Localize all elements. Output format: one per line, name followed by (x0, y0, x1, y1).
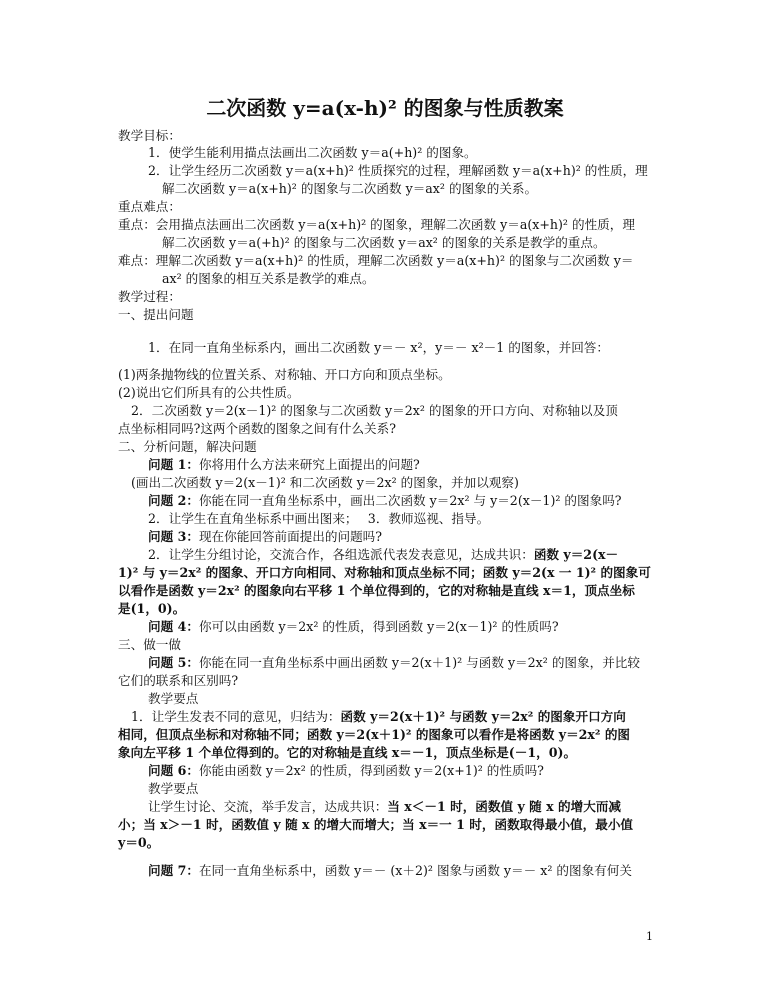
text-line (148, 493, 622, 509)
text-line (118, 289, 181, 305)
text-line (148, 547, 618, 563)
bold-text: 问题 1： (148, 457, 199, 472)
document-title: 二次函数 y=a(x-h)² 的图象与性质教案 (206, 96, 564, 120)
text-line (148, 511, 489, 527)
plain-text: 解二次函数 y＝a(+h)² 的图象与二次函数 y＝ax² 的图象的关系是教学的重点。 (162, 235, 606, 250)
text-line (148, 619, 559, 635)
plain-text: 你将用什么方法来研究上面提出的问题? (198, 457, 420, 472)
plain-text: 点坐标相同吗?这两个函数的图象之间有什么关系? (118, 421, 396, 436)
plain-text: 一、提出问题 (118, 307, 194, 322)
bold-text: 问题 2： (148, 493, 199, 508)
text-line (118, 745, 576, 761)
text-line (118, 439, 257, 455)
plain-text: 在同一直角坐标系中，函数 y＝－ (x＋2)² 图象与函数 y＝－ x² 的图象有何关 (198, 863, 632, 878)
plain-text: (画出二次函数 y＝2(x－1)² 和二次函数 y＝2x² 的图象，并加以观察) (131, 475, 519, 490)
text-line (148, 763, 544, 779)
text-line (118, 673, 238, 689)
text-line (118, 217, 635, 233)
text-line (118, 601, 185, 617)
text-line (118, 253, 633, 269)
text-line (148, 655, 640, 671)
bold-text: 以看作是函数 y＝2x² 的图象向右平移 1 个单位得到的，它的对称轴是直线 x＝1，顶点坐标 (118, 583, 635, 598)
text-line (148, 781, 198, 797)
text-line (118, 817, 633, 833)
text-line (148, 163, 648, 179)
text-line (148, 145, 477, 161)
plain-text: 重点：会用描点法画出二次函数 y＝a(x+h)² 的图象，理解二次函数 y＝a(x+h)² 的性质，理 (118, 217, 635, 232)
text-line (162, 235, 606, 251)
text-line (118, 835, 159, 851)
bold-text: 问题 5： (148, 655, 199, 670)
plain-text: 现在你能回答前面提出的问题吗? (198, 529, 383, 544)
bold-text: 函数 y＝2(x－ (533, 547, 619, 562)
text-line (118, 637, 181, 653)
plain-text: 解二次函数 y＝a(x+h)² 的图象与二次函数 y＝ax² 的图象的关系。 (162, 181, 538, 196)
plain-text: 难点：理解二次函数 y＝a(x+h)² 的性质，理解二次函数 y＝a(x+h)² 的图象与二次函数 y＝ (118, 253, 634, 268)
plain-text: 教学目标： (118, 128, 181, 143)
plain-text: 你能由函数 y＝2x² 的性质，得到函数 y＝2(x+1)² 的性质吗? (198, 763, 544, 778)
plain-text: 让学生讨论、交流，举手发言，达成共识： (148, 799, 388, 814)
bold-text: 函数 y＝2(x＋1)² 与函数 y＝2x² 的图象开口方向 (340, 709, 626, 724)
plain-text: 它们的联系和区别吗? (118, 673, 239, 688)
plain-text: 2．二次函数 y＝2(x－1)² 的图象与二次函数 y＝2x² 的图象的开口方向、对称轴以及顶 (131, 403, 618, 418)
text-line (148, 529, 382, 545)
plain-text: 重点难点： (118, 199, 181, 214)
text-line (118, 128, 181, 144)
text-line (131, 475, 519, 491)
text-line (118, 727, 630, 743)
plain-text: 1．让学生发表不同的意见，归结为： (131, 709, 341, 724)
plain-text: 教学要点 (148, 691, 199, 706)
plain-text: 你可以由函数 y＝2x² 的性质，得到函数 y＝2(x－1)² 的性质吗? (198, 619, 559, 634)
text-line (118, 565, 651, 581)
plain-text: 2．让学生在直角坐标系中画出图来； 3．教师巡视、指导。 (148, 511, 490, 526)
text-line (148, 863, 632, 879)
bold-text: 象向左平移 1 个单位得到的。它的对称轴是直线 x＝－1，顶点坐标是(－1，0)。 (118, 745, 577, 760)
plain-text: 教学要点 (148, 781, 199, 796)
text-line (162, 271, 375, 287)
bold-text: 问题 3： (148, 529, 199, 544)
plain-text: 教学过程： (118, 289, 181, 304)
text-line (148, 457, 420, 473)
bold-text: 1)² 与 y＝2x² 的图象、开口方向相同、对称轴和顶点坐标不同；函数 y＝2(x 一 1)² 的图象可 (118, 565, 651, 580)
plain-text: 你能在同一直角坐标系中，画出二次函数 y＝2x² 与 y＝2(x－1)² 的图象吗? (198, 493, 622, 508)
text-line (118, 367, 451, 383)
plain-text: ax² 的图象的相互关系是教学的难点。 (162, 271, 375, 286)
bold-text: y＝0。 (118, 835, 160, 850)
plain-text: (2)说出它们所具有的公共性质。 (118, 385, 300, 400)
text-line (118, 421, 396, 437)
bold-text: 问题 6： (148, 763, 199, 778)
bold-text: 相同，但顶点坐标和对称轴不同；函数 y＝2(x＋1)² 的图象可以看作是将函数 y＝2x² 的图 (118, 727, 631, 742)
text-line (131, 709, 626, 725)
text-line (148, 799, 621, 815)
text-line (131, 403, 618, 419)
bold-text: 问题 7： (148, 863, 199, 878)
plain-text: 2．让学生分组讨论，交流合作，各组选派代表发表意见，达成共识： (148, 547, 534, 562)
text-line (118, 385, 300, 401)
plain-text: 1．在同一直角坐标系内，画出二次函数 y＝－ x²，y＝－ x²－1 的图象，并回答： (148, 340, 609, 355)
bold-text: 小；当 x＞－1 时，函数值 y 随 x 的增大而增大；当 x＝一 1 时，函数取得最小值，最小值 (118, 817, 634, 832)
text-line (118, 307, 194, 323)
plain-text: 2．让学生经历二次函数 y＝a(x+h)² 性质探究的过程，理解函数 y＝a(x+h)² 的性质，理 (148, 163, 648, 178)
bold-text: 问题 4： (148, 619, 199, 634)
page-number: 1 (646, 930, 653, 943)
plain-text: 你能在同一直角坐标系中画出函数 y＝2(x＋1)² 与函数 y＝2x² 的图象，并比较 (198, 655, 640, 670)
plain-text: 1．使学生能利用描点法画出二次函数 y＝a(+h)² 的图象。 (148, 145, 477, 160)
plain-text: 二、分析问题，解决问题 (118, 439, 257, 454)
text-line (162, 181, 537, 197)
text-line (148, 691, 198, 707)
text-line (148, 340, 609, 356)
plain-text: 三、做一做 (118, 637, 181, 652)
bold-text: 当 x＜－1 时，函数值 y 随 x 的增大而减 (387, 799, 621, 814)
bold-text: 是(1，0)。 (118, 601, 186, 616)
text-line (118, 199, 181, 215)
plain-text: (1)两条抛物线的位置关系、对称轴、开口方向和顶点坐标。 (118, 367, 451, 382)
text-line (118, 583, 635, 599)
